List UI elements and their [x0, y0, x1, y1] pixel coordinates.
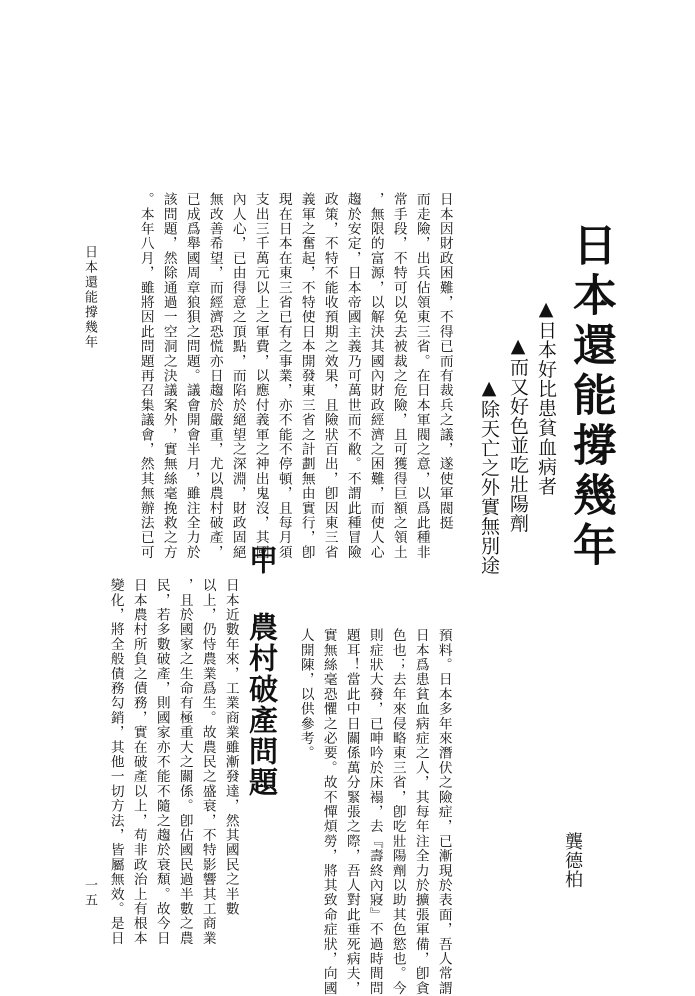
subtitle-2: ▲而又好色並吃壯陽劑	[507, 335, 529, 533]
intro-line: 題耳！當此中日關係萬分緊張之際，吾人對此垂死病夫，	[343, 628, 360, 996]
body-line: 趨於安定，日本帝國主義乃可萬世而不敝。不謂此種冒險	[344, 192, 361, 560]
body-line: 支出三千萬元以上之軍費，以應付義軍之神出鬼沒，其國	[252, 192, 269, 560]
article-author: 龔德柏	[562, 832, 583, 889]
section-line: 民，若多數破產，則國家亦不能不隨之趨於衰頹。故今日	[153, 578, 170, 946]
intro-line: 則症狀大發，已呻吟於床褟，去『壽終內寢』不過時間問	[366, 628, 383, 996]
body-line: 現在日本在東三省已有之事業，亦不能不停頓，且每月須	[275, 192, 292, 560]
body-line: 日本因財政困難，不得已而有裁兵之議，遂使軍閥挺	[436, 192, 453, 531]
intro-line: 人開陳，以供參考。	[297, 628, 314, 761]
section-line: 變化，將全般債務勾銷，其他一切方法，皆屬無效。是日	[107, 578, 124, 946]
subtitle-1: ▲日本好比患貧血病者	[535, 298, 557, 496]
body-line: 政策，不特不能收預期之效果，且險狀百出，卽因東三省	[321, 192, 338, 560]
body-line: 義軍之奮起，不特使日本開發東三省之計劃無由實行，卽	[298, 192, 315, 560]
body-line: 內人心，已由得意之頂點，而陷於絕望之深淵，財政固絕	[229, 192, 246, 560]
body-line: ，無限的富源，以解決其國內財政經濟之困難，而使人心	[367, 192, 384, 560]
body-line: 無改善希望，而經濟恐慌亦日趨於嚴重，尤以農村破產，	[206, 192, 223, 560]
running-title: 日本還能撐幾年	[82, 245, 97, 350]
section-line: 日本農村所負之債務，實在破產以上，苟非政治上有根本	[130, 578, 147, 946]
intro-line: 色也；去年來侵略東三省，卽吃壯陽劑以助其色慾也。今	[389, 628, 406, 996]
body-line: 已成爲舉國周章狼狽之問題。議會開會半月，雖注全力於	[183, 192, 200, 560]
section-line: 日本近數年來，工業商業雖漸發達，然其國民之半數	[222, 578, 239, 917]
body-line: 該問題，然除通過一空洞之決議案外，實無絲毫挽救之方	[160, 192, 177, 560]
body-line: 。本年八月，雖將因此問題再召集議會，然其無辦法已可	[137, 192, 154, 560]
intro-line: 日本爲患貧血病症之人，其每年注全力於擴張軍備，卽貪	[412, 628, 429, 996]
body-line: 常手段，不特可以免去被裁之危險，且可獲得巨額之領土	[390, 192, 407, 560]
intro-line: 預料。日本多年來潛伏之險症，已漸現於表面，吾人常謂	[435, 628, 452, 996]
intro-line: 實無絲毫恐懼之必要。故不憚煩勞，將其致命症狀，向國	[320, 628, 337, 996]
section-line: ，且於國家之生命有極重大之關係。卽佔國民過半數之農	[176, 578, 193, 946]
subtitle-3: ▲除天亡之外實無別途	[478, 377, 500, 575]
body-line: 而走險，出兵佔領東三省。在日本軍閥之意，以爲此種非	[413, 192, 430, 560]
article-title: 日本還能撐幾年	[565, 222, 616, 572]
section-line: 以上，仍恃農業爲生。故農民之盛衰，不特影響其工商業	[199, 578, 216, 946]
section-heading: 甲 農村破產問題	[245, 545, 279, 798]
page-number: 一五	[82, 878, 97, 908]
